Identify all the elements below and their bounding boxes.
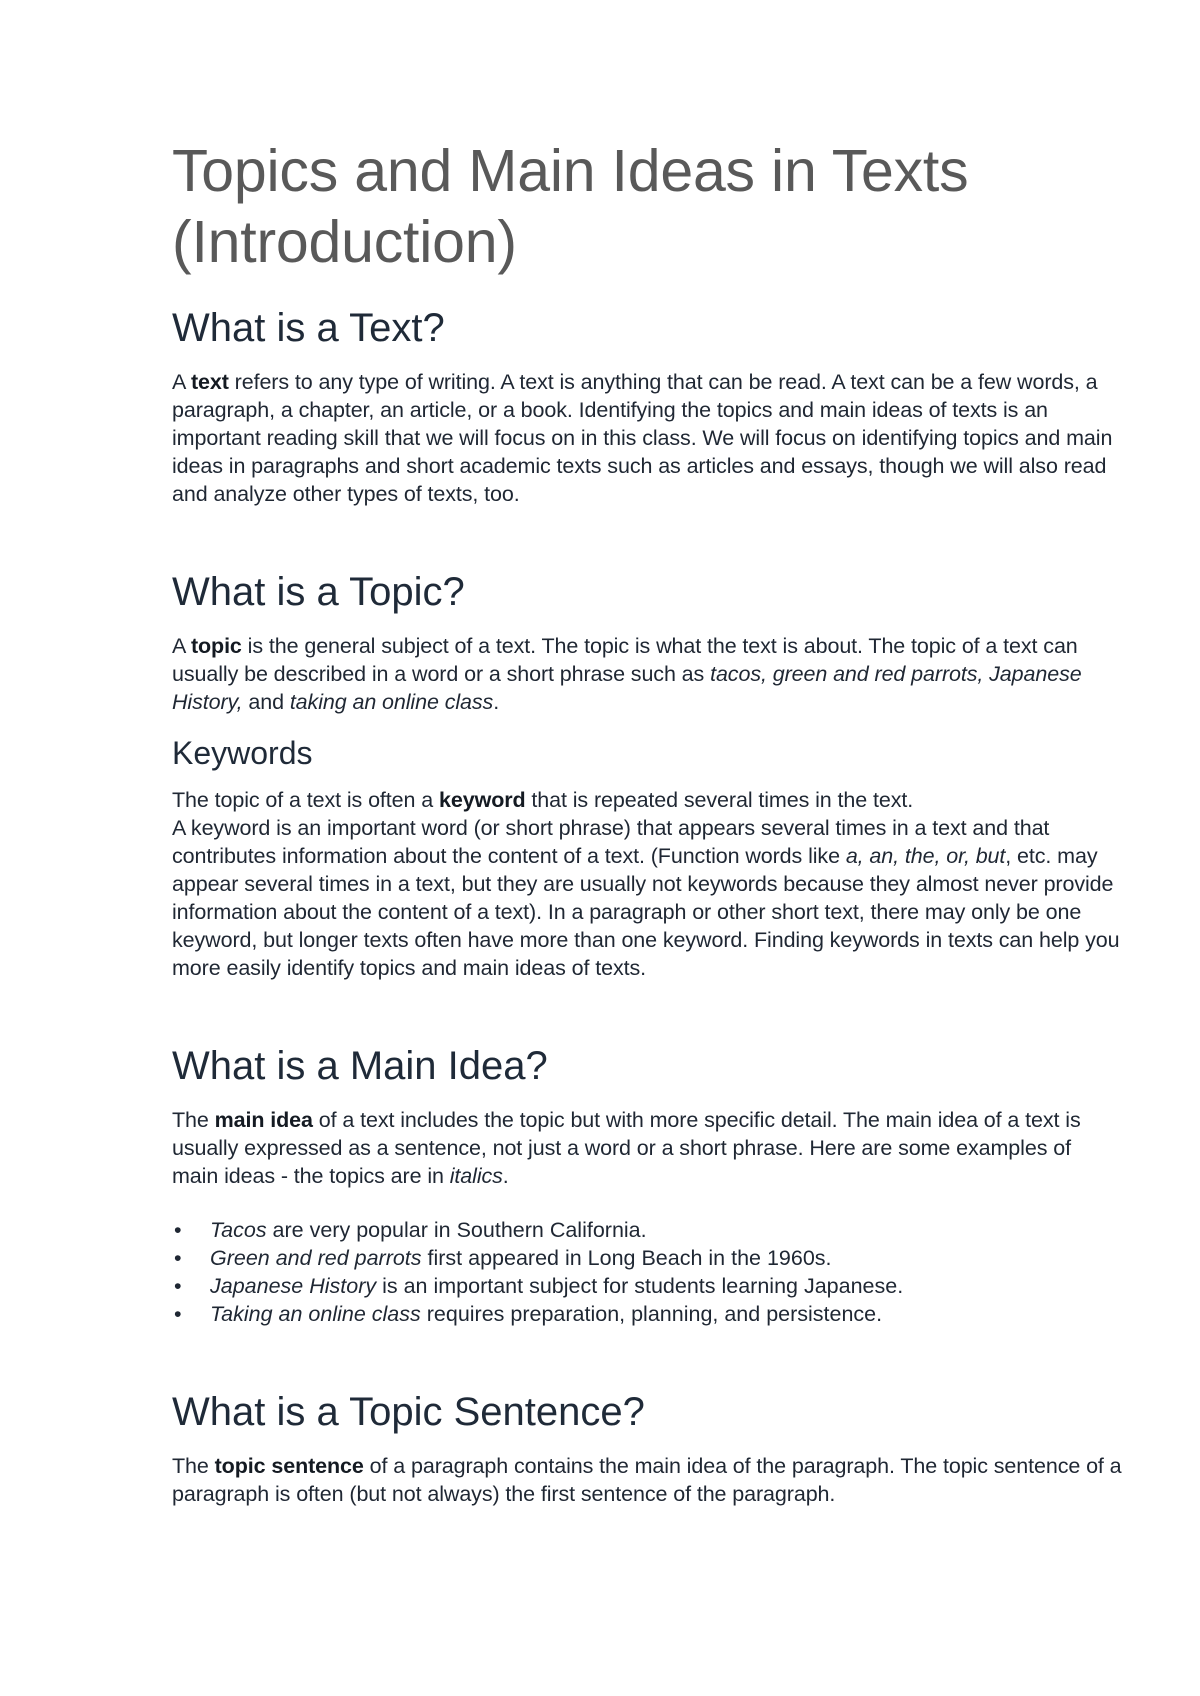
list-item-topic: Green and red parrots (210, 1246, 422, 1270)
title-line-1: Topics and Main Ideas in Texts (172, 138, 969, 204)
list-item-topic: Japanese History (210, 1274, 377, 1298)
document-page (172, 136, 1122, 1508)
paragraph-main-idea (172, 1106, 1122, 1190)
text-run: A (172, 370, 191, 394)
heading-what-is-a-main-idea: What is a Main Idea? (172, 1044, 548, 1088)
text-run: A (172, 634, 191, 658)
text-run: The (172, 1454, 215, 1478)
list-item (172, 1244, 1122, 1272)
paragraph-topic-sentence (172, 1452, 1122, 1508)
document-title (172, 136, 1122, 278)
bold-term-topic: topic (190, 634, 242, 658)
bullet-icon: • (174, 1218, 182, 1242)
title-line-2: (Introduction) (172, 209, 517, 275)
text-run: The topic of a text is often a (172, 788, 439, 812)
italic-function-words: a, an, the, or, but (845, 844, 1006, 868)
text-run: that is repeated several times in the text. (525, 788, 914, 812)
bullet-icon: • (174, 1246, 182, 1270)
paragraph-keywords (172, 786, 1122, 982)
italic-word: italics (449, 1164, 503, 1188)
list-item-text: is an important subject for students learning Japanese. (376, 1274, 904, 1298)
heading-what-is-a-text: What is a Text? (172, 306, 445, 350)
text-run: of a text includes the topic but with more specific detail. The main idea of a text is usually expressed as a sentence, not just a word or a short phrase. Here are some examples of main ideas - the topics are in (172, 1108, 1081, 1188)
text-run: . (493, 690, 500, 714)
paragraph-text-definition (172, 368, 1122, 508)
bullet-icon: • (174, 1274, 182, 1298)
bold-term-text: text (190, 370, 229, 394)
list-item-text: are very popular in Southern California. (266, 1218, 647, 1242)
text-run: is the general subject of a text. The topic is what the text is about. The topic of a text can usually be described in a word or a short phrase such as (172, 634, 1078, 686)
text-run: refers to any type of writing. A text is anything that can be read. A text can be a few words, a paragraph, a chapter, an article, or a book. Identifying the topics and main ideas of texts is an important reading skill that we will focus on in this class. We will focus on identifying topics and main ideas in paragraphs and short academic texts such as articles and essays, though we will also read and analyze other types of texts, too. (172, 370, 1113, 506)
text-run: A keyword is an important word (or short phrase) that appears several times in a text and that contributes information about the content of a text. (Function words like (172, 816, 1050, 868)
italic-examples: tacos, green and red parrots, Japanese History, (172, 662, 1082, 714)
bold-term-topic-sentence: topic sentence (214, 1454, 364, 1478)
list-item-text: requires preparation, planning, and persistence. (420, 1302, 883, 1326)
list-item-topic: Taking an online class (210, 1302, 421, 1326)
paragraph-topic-definition (172, 632, 1122, 716)
list-item (172, 1300, 1122, 1328)
italic-example: taking an online class (289, 690, 494, 714)
text-run: of a paragraph contains the main idea of the paragraph. The topic sentence of a paragraph is often (but not always) the first sentence of the paragraph. (172, 1454, 1122, 1506)
main-idea-examples-list (172, 1216, 1122, 1328)
bullet-icon: • (174, 1302, 182, 1326)
list-item-text: first appeared in Long Beach in the 1960s. (421, 1246, 832, 1270)
bold-term-keyword: keyword (439, 788, 526, 812)
text-run: , etc. may appear several times in a text, but they are usually not keywords because they almost never provide information about the content of a text). In a paragraph or other short text, there may only be one keyword, but longer texts often have more than one keyword. Finding keywords in texts can help you more easily identify topics and main ideas of texts. (172, 844, 1120, 980)
text-run: . (502, 1164, 509, 1188)
heading-what-is-a-topic: What is a Topic? (172, 570, 465, 614)
list-item-topic: Tacos (210, 1218, 267, 1242)
heading-what-is-a-topic-sentence: What is a Topic Sentence? (172, 1390, 645, 1434)
bold-term-main-idea: main idea (214, 1108, 313, 1132)
list-item (172, 1216, 1122, 1244)
list-item (172, 1272, 1122, 1300)
text-run: The (172, 1108, 215, 1132)
text-run: and (242, 690, 290, 714)
heading-keywords: Keywords (172, 735, 313, 771)
